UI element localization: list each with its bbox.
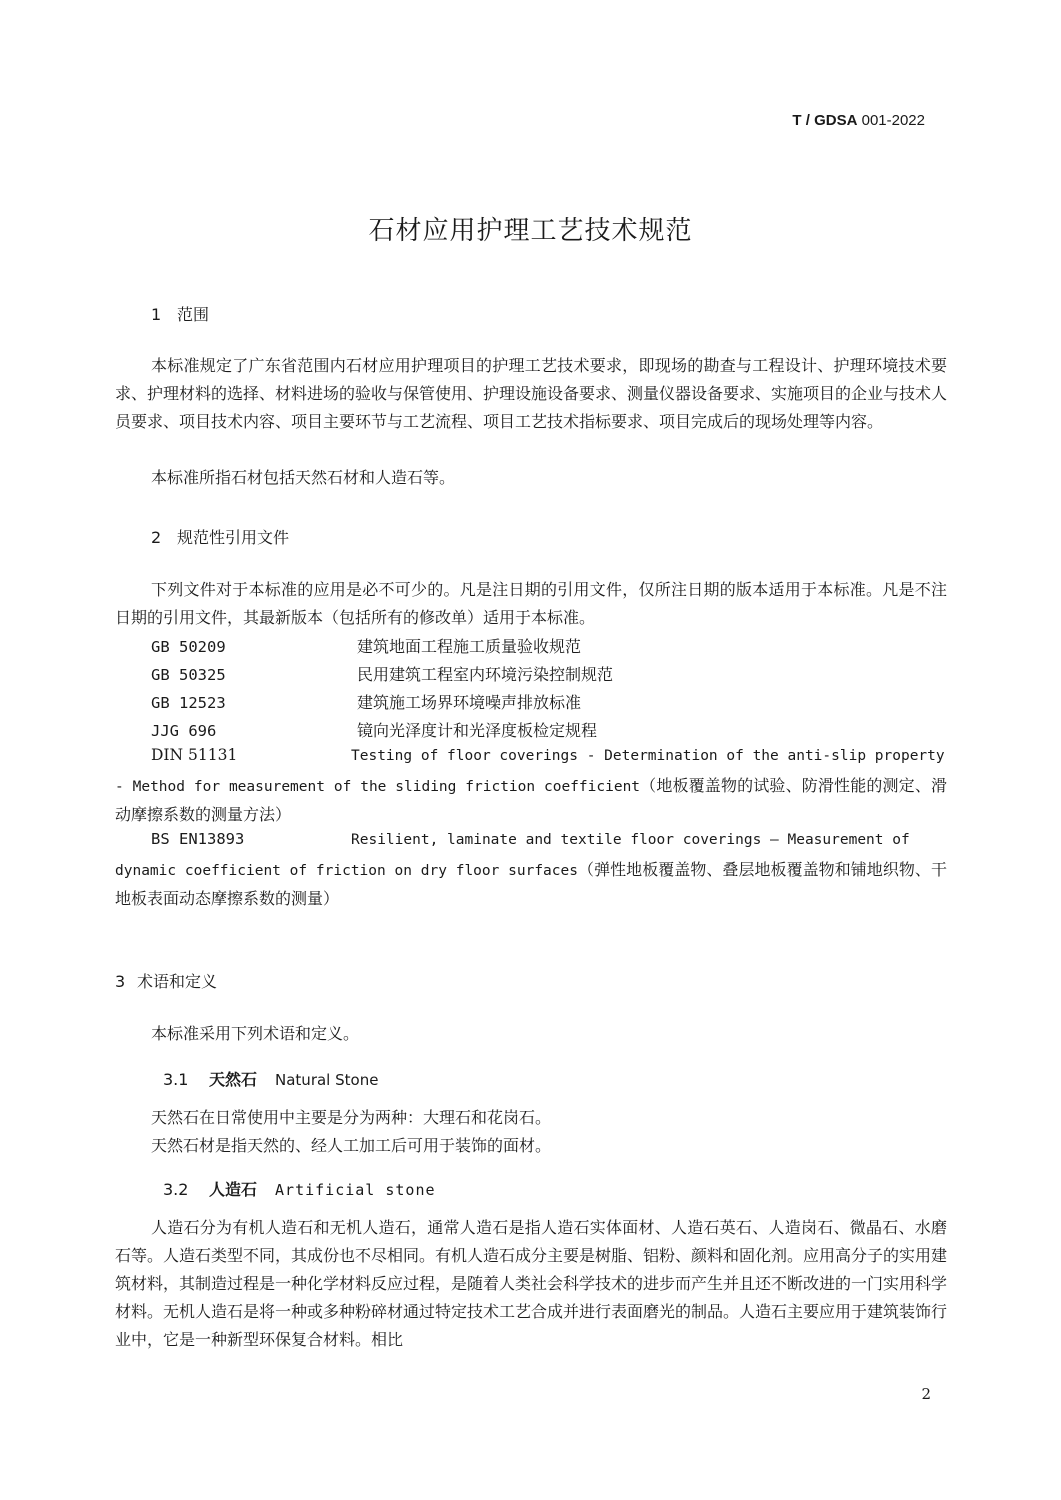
section-3-intro: 本标准采用下列术语和定义。 <box>151 1024 360 1043</box>
section-1-paragraph-2: 本标准所指石材包括天然石材和人造石等。 <box>151 468 456 487</box>
reference-din-continuation: - Method for measurement of the sliding friction coefficient（地板覆盖物的试验、防滑性能的测定、滑动摩擦系数的测量方法） <box>115 776 947 824</box>
reference-item: JJG 696 镜向光泽度计和光泽度板检定规程 <box>151 721 598 740</box>
section-2-heading: 2 规范性引用文件 <box>151 528 290 547</box>
page-number: 2 <box>921 1385 931 1403</box>
document-title: 石材应用护理工艺技术规范 <box>368 216 693 246</box>
section-3-heading: 3 术语和定义 <box>115 972 218 991</box>
term-3-1-heading: 3.1 天然石 Natural Stone <box>163 1070 379 1089</box>
standard-code-header: T / GDSA 001-2022 <box>792 112 925 129</box>
term-3-2-paragraph: 人造石分为有机人造石和无机人造石，通常人造石是指人造石实体面材、人造石英石、人造岗石、微晶石、水磨石等。人造石类型不同，其成份也不尽相同。有机人造石成分主要是树脂、铝粉、颜料和固化剂。应用高分子的实用建筑材料，其制造过程是一种化学材料反应过程，是随着人类社会科学技术的进步而产生并且还不断改进的一门实用科学材料。无机人造石是将一种或多种粉碎材通过特定技术工艺合成并进行表面磨光的制品。人造石主要应用于建筑装饰行业中，它是一种新型环保复合材料。相比 <box>115 1218 948 1349</box>
reference-item-din: DIN 51131 Testing of floor coverings - Determination of the anti-slip property <box>151 746 945 764</box>
term-3-1-paragraph-2: 天然石材是指天然的、经人工加工后可用于装饰的面材。 <box>151 1136 552 1155</box>
section-2-paragraph-1: 下列文件对于本标准的应用是必不可少的。凡是注日期的引用文件，仅所注日期的版本适用于本标准。凡是不注日期的引用文件，其最新版本（包括所有的修改单）适用于本标准。 <box>115 580 947 627</box>
reference-item: GB 12523 建筑施工场界环境噪声排放标准 <box>151 693 582 712</box>
term-3-2-heading: 3.2 人造石 Artificial stone <box>163 1180 436 1199</box>
reference-item: GB 50209 建筑地面工程施工质量验收规范 <box>151 637 582 656</box>
section-1-paragraph-1: 本标准规定了广东省范围内石材应用护理项目的护理工艺技术要求，即现场的勘查与工程设计、护理环境技术要求、护理材料的选择、材料进场的验收与保管使用、护理设施设备要求、测量仪器设备要求、实施项目的企业与技术人员要求、项目技术内容、项目主要环节与工艺流程、项目工艺技术指标要求、项目完成后的现场处理等内容。 <box>115 356 948 431</box>
reference-bs-continuation: dynamic coefficient of friction on dry floor surfaces（弹性地板覆盖物、叠层地板覆盖物和铺地织物、干地板表面动态摩擦系数的测量） <box>115 860 947 908</box>
reference-item-bs: BS EN13893 Resilient, laminate and textile floor coverings — Measurement of <box>151 830 910 848</box>
section-1-heading: 1 范围 <box>151 305 210 324</box>
reference-item: GB 50325 民用建筑工程室内环境污染控制规范 <box>151 665 614 684</box>
term-3-1-paragraph-1: 天然石在日常使用中主要是分为两种：大理石和花岗石。 <box>151 1108 552 1127</box>
